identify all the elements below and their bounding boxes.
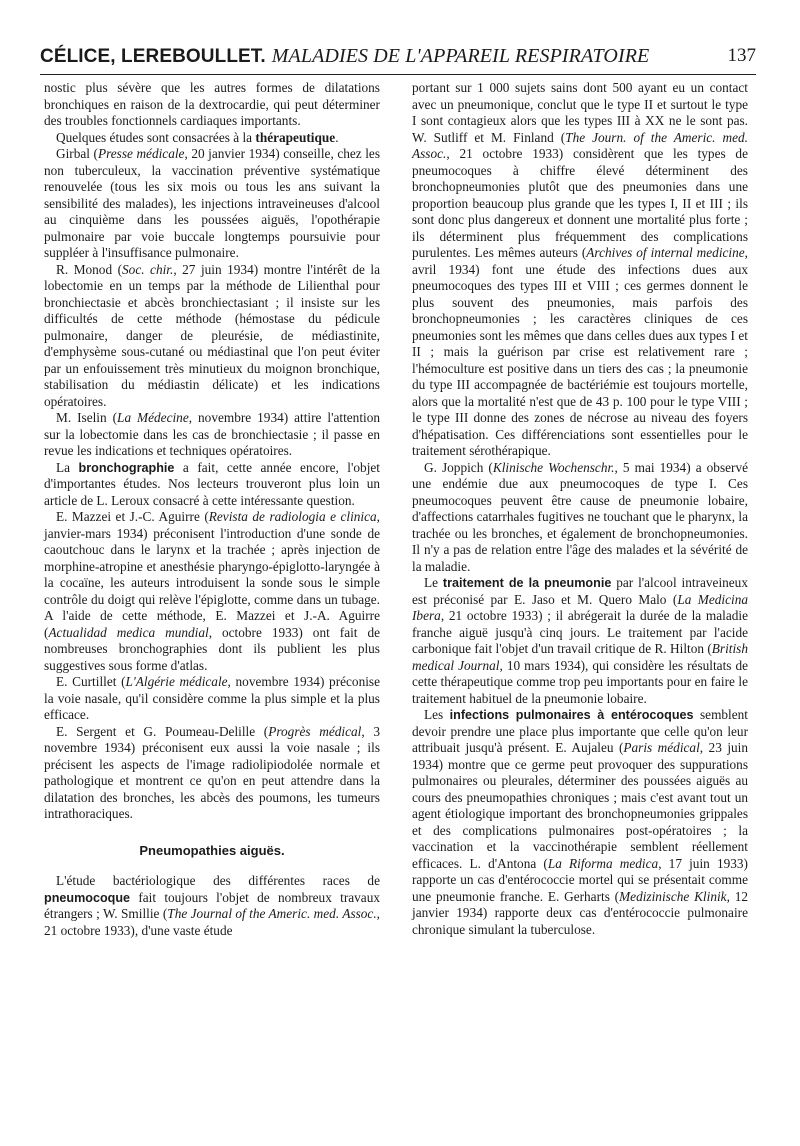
paragraph: E. Sergent et G. Poumeau-Delille (Progrès médical, 3 novembre 1934) préconisent eux aussi la voie nasale ; ils précisent les aspects de l'image radiolipiodolée normale et pathologique et montrent ce qu'on en peut attendre dans la dilatation des bronches, les abcès des poumons, les tumeurs intrathoraciques. <box>44 723 381 821</box>
left-column <box>44 80 380 939</box>
citation: La Riforma medica <box>547 855 659 871</box>
citation: Klinische Wochenschr. <box>492 459 615 475</box>
header-authors: CÉLICE, LEREBOULLET. <box>40 46 266 67</box>
citation: The Journal of the Americ. med. Assoc. <box>167 906 377 921</box>
paragraph: L'étude bactériologique des différentes races de pneumocoque fait toujours l'objet de nombreux travaux étrangers ; W. Smillie (The Journal of the Americ. med. Assoc., 21 octobre 1933), d'une vaste étude <box>44 873 380 938</box>
paragraph: Quelques études sont consacrées à la thérapeutique. <box>56 129 339 145</box>
paragraph: Girbal (Presse médicale, 20 janvier 1934) conseille, chez les non tuberculeux, la vaccination préventive systématique renouvelée (tous les six mois ou tous les ans suivant la sensibilité des malades), les injections intraveineuses d'alcool au cinquième dans les poussées aiguës, l'opothérapie pulmonaire par voie buccale longtemps poursuivie pour suppléer à l'insuffisance pulmonaire. <box>44 146 380 260</box>
paragraph: M. Iselin (La Médecine, novembre 1934) attire l'attention sur la lobectomie dans les cas de bronchiectasie ; il passe en revue les indications et techniques opératoires. <box>44 410 381 458</box>
running-title <box>40 40 649 73</box>
keyword: pneumocoque <box>44 890 131 905</box>
citation: Archives of internal medicine <box>586 245 745 260</box>
keyword: thérapeutique <box>255 129 336 145</box>
keyword: bronchographie <box>78 460 175 475</box>
paragraph: La bronchographie a fait, cette année encore, l'objet d'importantes études. Nos lecteurs trouveront plus loin un article de L. Leroux consacré à cette intéressante question. <box>44 459 380 508</box>
right-column <box>412 80 748 938</box>
citation: La Medicina Ibera <box>412 591 748 623</box>
running-header <box>40 40 756 75</box>
citation: Actualidad medica mundial <box>48 624 209 640</box>
citation: British medical Journal <box>412 641 748 673</box>
citation: L'Algérie médicale <box>125 674 228 689</box>
section-heading: Pneumopathies aiguës. <box>139 842 285 858</box>
paragraph: portant sur 1 000 sujets sains dont 500 ayant eu un contact avec un pneumonique, conclut que le type II et surtout le type I sont contagieux alors que les types III à XX ne le sont pas. W. Sutliff et M. Finland (The Journ. of the Americ. med. Assoc., 21 octobre 1933) considèrent que les types de pneumocoques à chiffre élevé déterminent des bronchopneumonies plutôt que des pneumonies dans une proportion beaucoup plus grande que les types I, II et III ; ils sont donc plus dangereux et donnent une mortalité plus forte ; ils déterminent plus fréquemment des complications purulentes. Les mêmes auteurs (Archives of internal medicine, avril 1934) font une étude des infections dues aux pneumocoques des types III et VIII ; ces germes donnent le plus souvent des pneumonies, mais parfois des bronchopneumonies ; les caractères cliniques de ces pneumonies sont les mêmes que dans celles dues aux types I et II ; mais la guérison par crise est relativement rare ; l'hémoculture est positive dans un tiers des cas ; la pneumonie du type III accompagnée de bactériémie est toujours mortelle, alors que la mortalité n'est que de 43 p. 100 pour le type VIII ; le type III donne des zones de nécrose au niveau des foyers d'hépatisation. Ces différenciations sont essentielles pour le traitement sérothérapique. <box>412 80 748 458</box>
citation: Revista de radiologia e clinica <box>208 509 377 524</box>
keyword: infections pulmonaires à entérocoques <box>449 708 694 722</box>
citation: Medizinische Klinik <box>619 888 727 904</box>
paragraph: nostic plus sévère que les autres formes de dilatations bronchiques en raison de la dextrocardie, qui peut déterminer des troubles fonctionnels cardiaques importants. <box>44 80 380 128</box>
paragraph: E. Mazzei et J.-C. Aguirre (Revista de radiologia e clinica, janvier-mars 1934) préconisent l'introduction d'une sonde de caoutchouc dans le larynx et la trachée ; après injection de morphine-atropine et anesthésie pharyngo-épiglotto-laryngée à la cocaïne, les auteurs introduisent la sonde sous le simple contrôle du doigt qui relève l'épiglotte, comme dans un tubage. A l'aide de cette méthode, E. Mazzei et J.-A. Aguirre (Actualidad medica mundial, octobre 1933) ont fait de nombreuses bronchographies dont ils publient les plus suggestives sous forme d'atlas. <box>44 509 380 673</box>
citation: Progrès médical <box>268 723 362 739</box>
citation: Soc. chir. <box>122 261 174 277</box>
paragraph: E. Curtillet (L'Algérie médicale, novembre 1934) préconise la voie nasale, qu'il considère comme la plus simple et la plus efficace. <box>44 674 380 722</box>
paragraph: Le traitement de la pneumonie par l'alcool intraveineux est préconisé par E. Jaso et M. Quero Malo (La Medicina Ibera, 21 octobre 1933) ; il abrégerait la durée de la maladie franche aiguë jusqu'à cinq jours. Le traitement par l'acide carbonique fait l'objet d'un travail critique de R. Hilton (British medical Journal, 10 mars 1934), qui considère les résultats de cette thérapeutique comme trop peu importants pour en faire le traitement habituel de la pneumonie lobaire. <box>412 575 749 706</box>
citation: Paris médical <box>623 740 700 755</box>
citation: The Journ. of the Americ. med. Assoc. <box>412 129 748 161</box>
citation: Presse médicale <box>97 146 185 161</box>
paragraph: R. Monod (Soc. chir., 27 juin 1934) montre l'intérêt de la lobectomie en un temps par la méthode de Lilienthal pour bronchiectasie et abcès bronchiectasiant ; il insiste sur les difficultés de cette méthode (hémostase du pédicule pulmonaire, danger de pleurésie, de médiastinite, d'emphysème sous-cutané ou médiastinal que l'on peut éviter par un enfouissement très minutieux du moignon bronchique, stabilisation du médiastin délicate) et les indications opératoires. <box>44 261 380 409</box>
paragraph: G. Joppich (Klinische Wochenschr., 5 mai 1934) a observé une endémie due aux pneumocoques de type I. Ces pneumocoques peuvent être cause de pneumonie lobaire, d'affections catarrhales fugitives ne touchant que le pharynx, la trachée ou les bronches, et également de bronchopneumonies. Il n'y a pas de relation entre l'âge des malades et la sévérité de la maladie. <box>412 459 749 574</box>
keyword: traitement de la pneumonie <box>442 576 612 590</box>
header-title: MALADIES DE L'APPAREIL RESPIRATOIRE <box>271 45 650 67</box>
page-number: 137 <box>727 45 756 66</box>
citation: La Médecine <box>117 410 189 425</box>
paragraph: Les infections pulmonaires à entérocoques semblent devoir prendre une place plus importante que celle qu'on leur attribuait jusqu'à présent. E. Aujaleu (Paris médical, 23 juin 1934) montre que ce germe peut provoquer des suppurations pulmonaires ou pleurales, déterminer des poussées aiguës au cours des pneumopathies chroniques ; mais c'est avant tout un agent étiologique important des bronchopneumonies grippales et des complications pulmonaires post-opératoires ; la vaccination et la vaccinothérapie semblent réellement efficaces. L. d'Antona (La Riforma medica, 17 juin 1933) rapporte un cas d'entérococcie mortel qui se présentait comme une pneumonie franche. E. Gerharts (Medizinische Klinik, 12 janvier 1934) rapporte deux cas d'entérococcie pulmonaire chronique simulant la tuberculose. <box>412 707 748 937</box>
